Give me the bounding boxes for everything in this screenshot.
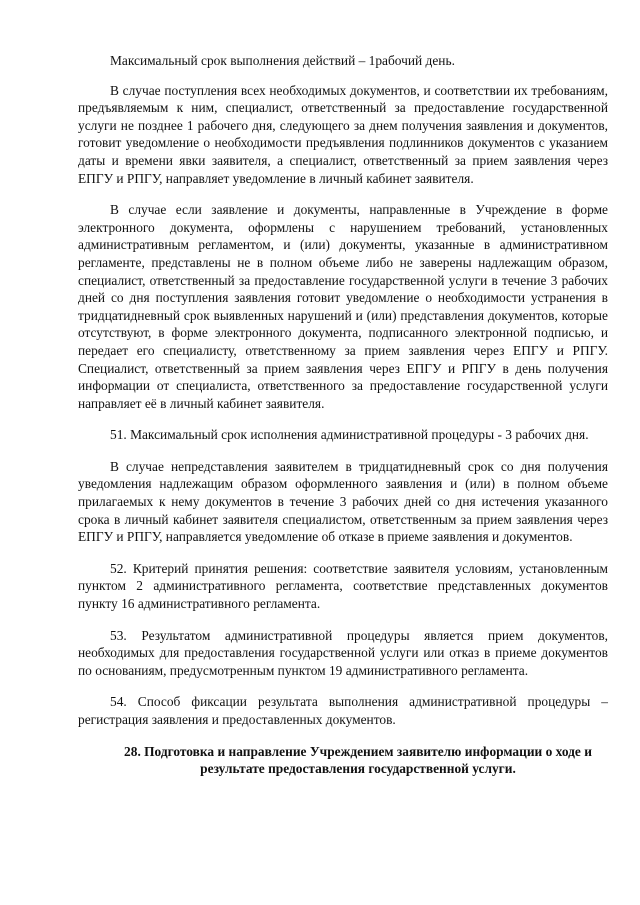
- section-heading-28: 28. Подготовка и направление Учреждением заявителю информации о ходе и результате предоставления государственной услуги.: [124, 743, 592, 777]
- paragraph-53: 53. Результатом административной процедуры является прием документов, необходимых для предоставления государственной услуги или отказ в приеме документов по основаниям, предусмотренным пунктом 19 административного регламента.: [78, 627, 608, 678]
- paragraph-52: 52. Критерий принятия решения: соответствие заявителя условиям, установленным пунктом 2 административного регламента, соответствие представленных документов пункту 16 административного регламента.: [78, 560, 608, 612]
- paragraph-non-submission: В случае непредставления заявителем в тридцатидневный срок со дня получения уведомления надлежащим образом оформленного заявления и (или) в полном объеме прилагаемых к нему документов в течение 3 рабочих дней со дня истечения указанного срока в личный кабинет заявителя специалистом, ответственным за прием заявления через ЕПГУ и РПГУ, направляется уведомление об отказе в приеме заявления и документов.: [78, 458, 608, 545]
- paragraph-max-term: Максимальный срок выполнения действий – 1рабочий день.: [110, 53, 455, 68]
- paragraph-electronic-violations: В случае если заявление и документы, направленные в Учреждение в форме электронного документа, оформлены с нарушением требований, установленных административным регламентом, и (или) документы, указанные в административном регламенте, представлены не в полном объеме либо не заверены надлежащим образом, специалист, ответственный за предоставление государственной услуги в течение 3 рабочих дней со дня поступления заявления готовит уведомление о необходимости устранения в тридцатидневный срок выявленных нарушений и (или) представления документов, которые отсутствуют, в форме электронного документа, подписанного электронной подписью, и передает его специалисту, ответственному за прием заявления через ЕПГУ и РПГУ. Специалист, ответственный за прием заявления через ЕПГУ и РПГУ в день получения информации от специалиста, ответственного за предоставление государственной услуги направляет её в личный кабинет заявителя.: [78, 202, 608, 411]
- paragraph-54: 54. Способ фиксации результата выполнения административной процедуры – регистрация заявления и предоставленных документов.: [78, 694, 608, 727]
- document-page: [78, 52, 608, 778]
- paragraph-51: 51. Максимальный срок исполнения административной процедуры - 3 рабочих дня.: [110, 427, 589, 443]
- paragraph-documents-received: В случае поступления всех необходимых документов, и соответствии их требованиям, предъявляемым к ним, специалист, ответственный за предоставление государственной услуги не позднее 1 рабочего дня, следующего за днем получения заявления и документов, готовит уведомление о необходимости предъявления подлинников документов с указанием даты и времени явки заявителя, а специалист, ответственный за прием заявления через ЕПГУ и РПГУ, направляет уведомление в личный кабинет заявителя.: [78, 82, 608, 186]
